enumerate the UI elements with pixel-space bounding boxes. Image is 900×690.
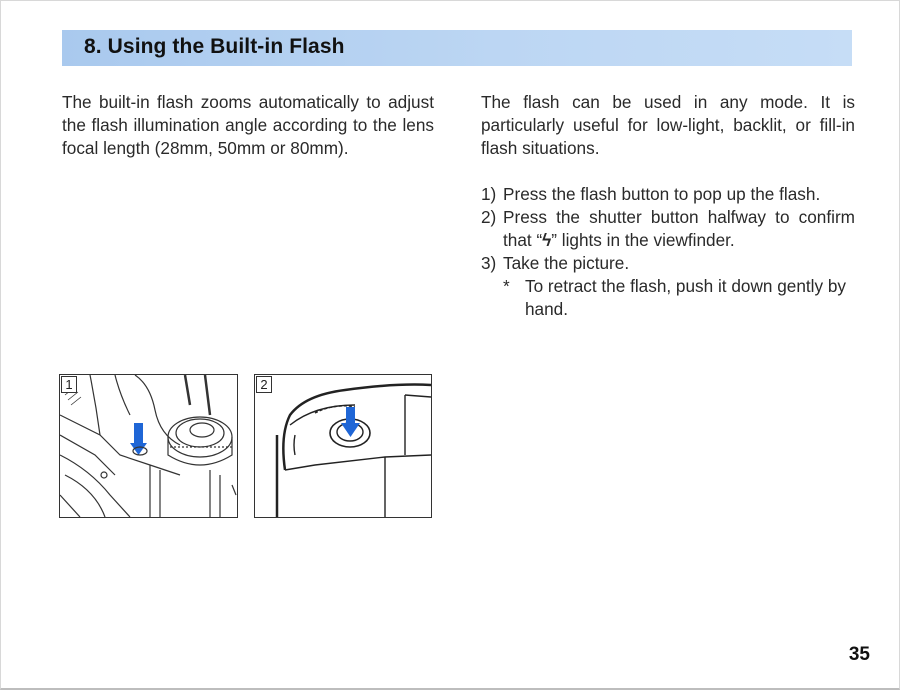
section-header <box>62 30 852 66</box>
usage-paragraph: The flash can be used in any mode. It is particularly useful for low-light, backlit, or fill-in flash situations. <box>481 92 855 158</box>
right-column <box>481 91 855 321</box>
step-number: 2) <box>481 207 497 227</box>
figure-2 <box>254 374 432 518</box>
page-number: 35 <box>848 644 870 665</box>
retract-note <box>503 275 855 321</box>
note-text: To retract the flash, push it down gently by hand. <box>525 276 847 319</box>
steps-list <box>481 183 855 321</box>
step-text <box>503 206 855 252</box>
step-text: Take the picture. <box>503 253 630 273</box>
intro-paragraph: The built-in flash zooms automatically to adjust the flash illumination angle according to the lens focal length (28mm, 50mm or 80mm). <box>62 92 434 158</box>
step-2 <box>481 206 855 252</box>
figure-label: 2 <box>256 376 272 393</box>
camera-flash-button-illustration <box>60 375 237 517</box>
step-text-after: ” lights in the viewfinder. <box>551 230 735 250</box>
step-text: Press the flash button to pop up the flash. <box>503 184 821 204</box>
step-3 <box>481 252 855 275</box>
step-1 <box>481 183 855 206</box>
step-number: 1) <box>481 184 497 204</box>
flash-icon: ϟ <box>542 230 552 250</box>
step-number: 3) <box>481 253 497 273</box>
step-text-before: Press the shutter button halfway to confirm that “ <box>503 207 855 250</box>
section-title: 8. Using the Built-in Flash <box>84 35 345 58</box>
figure-1 <box>59 374 238 518</box>
left-column <box>62 91 434 160</box>
note-asterisk: * <box>503 276 510 296</box>
flash-retract-illustration <box>255 375 431 517</box>
figure-label: 1 <box>61 376 77 393</box>
